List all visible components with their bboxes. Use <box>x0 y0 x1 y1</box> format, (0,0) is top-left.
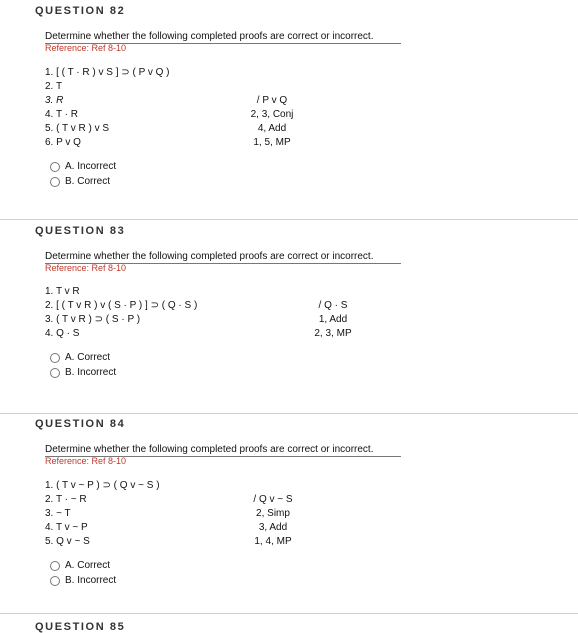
option-label: B. Incorrect <box>65 367 117 378</box>
question-divider <box>0 613 578 614</box>
option-label: B. Incorrect <box>65 575 117 586</box>
proof-line-1: 1. ( T v ~ P ) ⊃ ( Q v ~ S ) <box>45 480 160 491</box>
proof-line-5: 5. Q v ~ S <box>45 536 90 547</box>
proof-line-2: 2. T <box>45 81 63 92</box>
radio-button[interactable] <box>50 177 60 187</box>
justification-6: 1, 5, MP <box>253 137 291 148</box>
proof-line-4: 4. Q · S <box>45 328 80 339</box>
proof-conclusion: / Q · S <box>318 300 348 311</box>
radio-button[interactable] <box>50 162 60 172</box>
radio-button[interactable] <box>50 353 60 363</box>
proof-line-4: 4. T v ~ P <box>45 522 88 533</box>
question-prompt: Determine whether the following completed proofs are correct or incorrect. <box>45 251 374 262</box>
reference-text: Reference: Ref 8-10 <box>45 263 127 273</box>
radio-button[interactable] <box>50 368 60 378</box>
option-b[interactable] <box>50 176 110 187</box>
question-title: QUESTION 84 <box>35 418 126 430</box>
proof-line-5: 5. ( T v R ) v S <box>45 123 110 134</box>
justification-4: 2, 3, MP <box>314 328 352 339</box>
radio-button[interactable] <box>50 561 60 571</box>
proof-line-2: 2. T · ~ R <box>45 494 87 505</box>
justification-3: 2, Simp <box>256 508 290 519</box>
option-a[interactable] <box>50 161 116 172</box>
proof-conclusion: / P v Q <box>256 95 288 106</box>
option-b[interactable] <box>50 575 116 586</box>
proof-line-1: 1. T v R <box>45 286 80 297</box>
question-prompt: Determine whether the following completed proofs are correct or incorrect. <box>45 444 374 455</box>
justification-3: 1, Add <box>318 314 348 325</box>
next-question-title: QUESTION 85 <box>35 621 126 633</box>
proof-line-3: 3. ~ T <box>45 508 71 519</box>
question-divider <box>0 413 578 414</box>
justification-5: 4, Add <box>257 123 287 134</box>
proof-line-1: 1. [ ( T · R ) v S ] ⊃ ( P v Q ) <box>45 67 170 78</box>
proof-line-3: 3. R <box>45 95 64 106</box>
reference-text: Reference: Ref 8-10 <box>45 456 127 466</box>
proof-conclusion: / Q v ~ S <box>253 494 293 505</box>
proof-line-3: 3. ( T v R ) ⊃ ( S · P ) <box>45 314 141 325</box>
justification-4: 2, 3, Conj <box>250 109 294 120</box>
justification-4: 3, Add <box>258 522 288 533</box>
option-label: A. Correct <box>65 560 111 571</box>
option-label: B. Correct <box>65 176 111 187</box>
radio-button[interactable] <box>50 576 60 586</box>
reference-text: Reference: Ref 8-10 <box>45 43 127 53</box>
option-a[interactable] <box>50 352 110 363</box>
proof-line-2: 2. [ ( T v R ) v ( S · P ) ] ⊃ ( Q · S ) <box>45 300 198 311</box>
proof-line-4: 4. T · R <box>45 109 78 120</box>
option-b[interactable] <box>50 367 116 378</box>
option-label: A. Incorrect <box>65 161 117 172</box>
question-title: QUESTION 82 <box>35 5 126 17</box>
option-label: A. Correct <box>65 352 111 363</box>
proof-line-6: 6. P v Q <box>45 137 81 148</box>
justification-5: 1, 4, MP <box>254 536 292 547</box>
question-title: QUESTION 83 <box>35 225 126 237</box>
option-a[interactable] <box>50 560 110 571</box>
question-divider <box>0 219 578 220</box>
question-prompt: Determine whether the following completed proofs are correct or incorrect. <box>45 31 374 42</box>
